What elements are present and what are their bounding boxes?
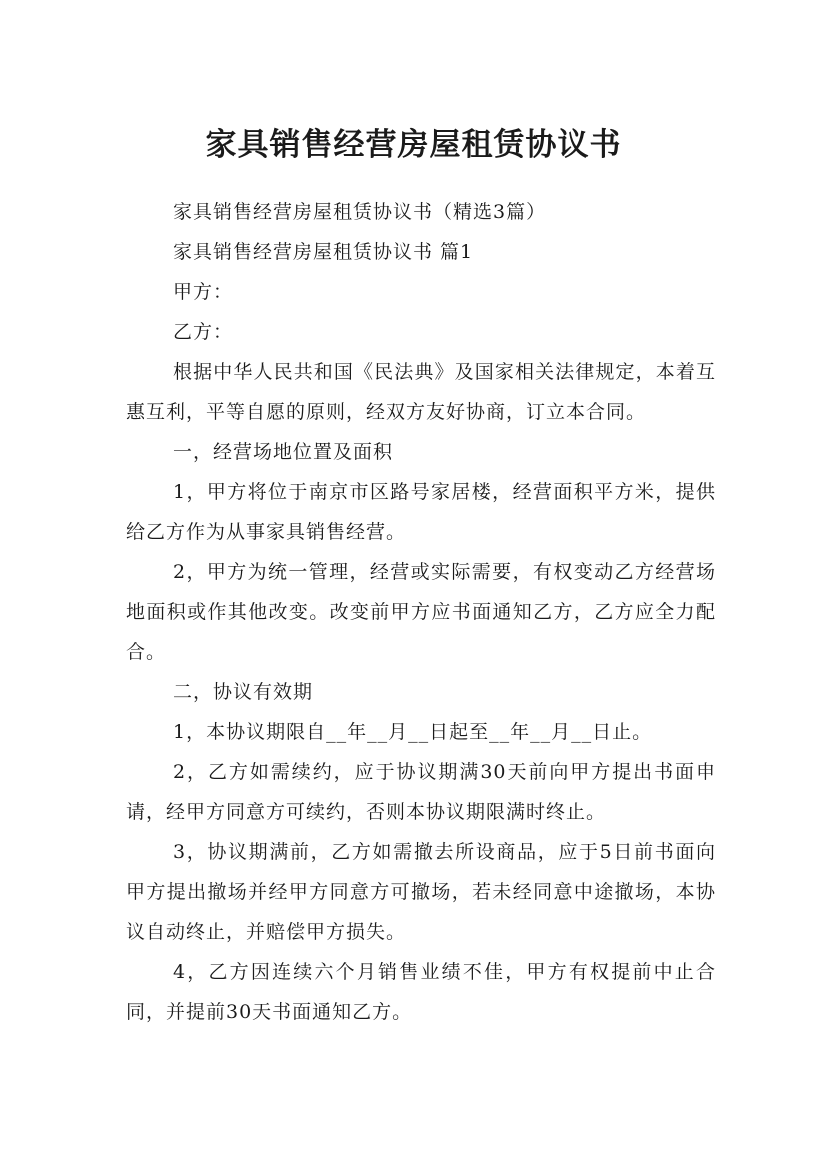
paragraph-clause: 1，甲方将位于南京市区路号家居楼，经营面积平方米，提供给乙方作为从事家具销售经营。 — [126, 481, 716, 543]
paragraph-preamble: 根据中华人民共和国《民法典》及国家相关法律规定，本着互惠互利，平等自愿的原则，经双方友好协商，订立本合同。 — [126, 361, 716, 423]
paragraph-clause: 1，本协议期限自__年__月__日起至__年__月__日止。 — [173, 721, 653, 743]
paragraph-party-a: 甲方： — [173, 281, 234, 303]
paragraph-subtitle: 家具销售经营房屋租赁协议书（精选3篇） — [173, 201, 547, 223]
paragraph-party-b: 乙方： — [173, 321, 234, 343]
paragraph-section-heading: 家具销售经营房屋租赁协议书 篇1 — [173, 241, 474, 263]
paragraph-clause: 3，协议期满前，乙方如需撤去所设商品，应于5日前书面向甲方提出撤场并经甲方同意方可撤场，若未经同意中途撤场，本协议自动终止，并赔偿甲方损失。 — [126, 841, 716, 943]
document-body — [126, 192, 716, 1032]
paragraph-clause: 2，甲方为统一管理，经营或实际需要，有权变动乙方经营场地面积或作其他改变。改变前甲方应书面通知乙方，乙方应全力配合。 — [126, 561, 716, 663]
paragraph-clause: 4，乙方因连续六个月销售业绩不佳，甲方有权提前中止合同，并提前30天书面通知乙方。 — [126, 961, 716, 1023]
document-title: 家具销售经营房屋租赁协议书 — [205, 126, 622, 163]
paragraph-clause: 2，乙方如需续约，应于协议期满30天前向甲方提出书面申请，经甲方同意方可续约，否则本协议期限满时终止。 — [126, 761, 716, 823]
paragraph-heading-location: 一，经营场地位置及面积 — [173, 441, 394, 463]
paragraph-heading-term: 二，协议有效期 — [173, 681, 314, 703]
